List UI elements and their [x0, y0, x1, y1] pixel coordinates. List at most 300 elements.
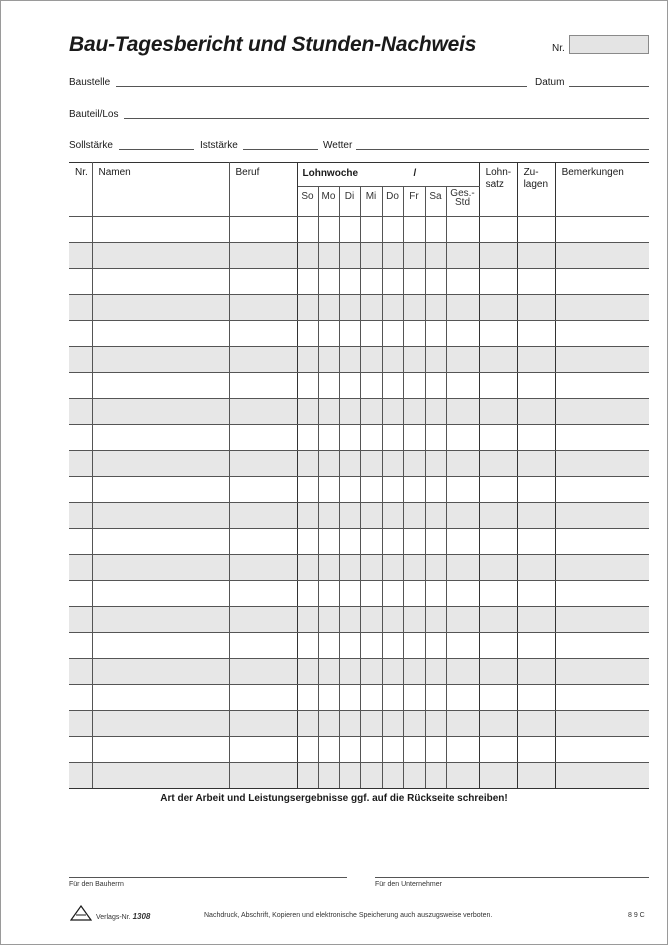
- table-cell[interactable]: [360, 477, 382, 503]
- table-cell[interactable]: [555, 633, 649, 659]
- table-cell[interactable]: [446, 295, 479, 321]
- table-cell[interactable]: [229, 451, 297, 477]
- table-cell[interactable]: [339, 529, 360, 555]
- table-cell[interactable]: [69, 425, 92, 451]
- table-cell[interactable]: [297, 659, 318, 685]
- table-cell[interactable]: [297, 451, 318, 477]
- table-cell[interactable]: [425, 607, 446, 633]
- table-cell[interactable]: [229, 763, 297, 789]
- table-cell[interactable]: [69, 451, 92, 477]
- table-cell[interactable]: [297, 373, 318, 399]
- table-cell[interactable]: [360, 217, 382, 243]
- table-cell[interactable]: [297, 399, 318, 425]
- table-cell[interactable]: [92, 763, 229, 789]
- table-cell[interactable]: [229, 685, 297, 711]
- table-cell[interactable]: [318, 295, 339, 321]
- table-cell[interactable]: [339, 581, 360, 607]
- table-cell[interactable]: [360, 581, 382, 607]
- table-cell[interactable]: [92, 529, 229, 555]
- table-cell[interactable]: [229, 295, 297, 321]
- table-cell[interactable]: [517, 529, 555, 555]
- table-cell[interactable]: [382, 685, 403, 711]
- table-cell[interactable]: [446, 737, 479, 763]
- table-cell[interactable]: [229, 659, 297, 685]
- table-cell[interactable]: [318, 581, 339, 607]
- table-cell[interactable]: [517, 737, 555, 763]
- table-cell[interactable]: [403, 581, 425, 607]
- table-cell[interactable]: [479, 451, 517, 477]
- table-cell[interactable]: [69, 269, 92, 295]
- table-cell[interactable]: [403, 503, 425, 529]
- table-cell[interactable]: [318, 373, 339, 399]
- table-cell[interactable]: [339, 243, 360, 269]
- table-cell[interactable]: [555, 347, 649, 373]
- wetter-field[interactable]: [356, 149, 649, 150]
- table-cell[interactable]: [555, 373, 649, 399]
- table-cell[interactable]: [339, 685, 360, 711]
- table-cell[interactable]: [382, 659, 403, 685]
- table-cell[interactable]: [339, 217, 360, 243]
- table-cell[interactable]: [517, 555, 555, 581]
- table-cell[interactable]: [297, 555, 318, 581]
- table-cell[interactable]: [403, 685, 425, 711]
- table-cell[interactable]: [318, 711, 339, 737]
- table-cell[interactable]: [446, 711, 479, 737]
- table-cell[interactable]: [229, 217, 297, 243]
- table-cell[interactable]: [360, 763, 382, 789]
- table-cell[interactable]: [229, 711, 297, 737]
- table-cell[interactable]: [382, 373, 403, 399]
- table-cell[interactable]: [297, 685, 318, 711]
- table-cell[interactable]: [403, 217, 425, 243]
- table-cell[interactable]: [517, 269, 555, 295]
- table-cell[interactable]: [517, 243, 555, 269]
- table-cell[interactable]: [425, 711, 446, 737]
- table-cell[interactable]: [229, 399, 297, 425]
- table-cell[interactable]: [360, 607, 382, 633]
- table-cell[interactable]: [318, 555, 339, 581]
- table-cell[interactable]: [425, 529, 446, 555]
- table-cell[interactable]: [425, 269, 446, 295]
- table-cell[interactable]: [425, 321, 446, 347]
- table-cell[interactable]: [297, 425, 318, 451]
- table-cell[interactable]: [69, 685, 92, 711]
- table-cell[interactable]: [92, 581, 229, 607]
- table-cell[interactable]: [479, 555, 517, 581]
- table-cell[interactable]: [479, 503, 517, 529]
- table-cell[interactable]: [479, 243, 517, 269]
- table-cell[interactable]: [517, 295, 555, 321]
- table-cell[interactable]: [382, 633, 403, 659]
- table-cell[interactable]: [403, 763, 425, 789]
- table-cell[interactable]: [425, 503, 446, 529]
- table-cell[interactable]: [382, 529, 403, 555]
- table-cell[interactable]: [382, 217, 403, 243]
- table-cell[interactable]: [92, 607, 229, 633]
- table-cell[interactable]: [446, 347, 479, 373]
- table-cell[interactable]: [297, 321, 318, 347]
- table-cell[interactable]: [69, 711, 92, 737]
- table-cell[interactable]: [425, 685, 446, 711]
- table-cell[interactable]: [382, 295, 403, 321]
- table-cell[interactable]: [318, 607, 339, 633]
- table-cell[interactable]: [446, 607, 479, 633]
- table-cell[interactable]: [297, 269, 318, 295]
- table-cell[interactable]: [425, 763, 446, 789]
- table-cell[interactable]: [318, 347, 339, 373]
- table-cell[interactable]: [92, 451, 229, 477]
- table-cell[interactable]: [92, 503, 229, 529]
- table-cell[interactable]: [360, 659, 382, 685]
- table-cell[interactable]: [446, 217, 479, 243]
- table-cell[interactable]: [297, 607, 318, 633]
- table-cell[interactable]: [425, 347, 446, 373]
- table-cell[interactable]: [446, 425, 479, 451]
- table-cell[interactable]: [479, 425, 517, 451]
- table-cell[interactable]: [517, 659, 555, 685]
- table-cell[interactable]: [479, 711, 517, 737]
- table-cell[interactable]: [297, 243, 318, 269]
- table-cell[interactable]: [318, 451, 339, 477]
- table-cell[interactable]: [425, 737, 446, 763]
- table-cell[interactable]: [318, 217, 339, 243]
- table-cell[interactable]: [92, 347, 229, 373]
- table-cell[interactable]: [360, 555, 382, 581]
- table-cell[interactable]: [425, 295, 446, 321]
- table-cell[interactable]: [446, 321, 479, 347]
- table-cell[interactable]: [517, 373, 555, 399]
- table-cell[interactable]: [479, 685, 517, 711]
- table-cell[interactable]: [339, 763, 360, 789]
- table-cell[interactable]: [382, 607, 403, 633]
- table-cell[interactable]: [425, 217, 446, 243]
- table-cell[interactable]: [555, 399, 649, 425]
- table-cell[interactable]: [403, 399, 425, 425]
- table-cell[interactable]: [297, 737, 318, 763]
- table-cell[interactable]: [229, 425, 297, 451]
- table-cell[interactable]: [479, 477, 517, 503]
- table-cell[interactable]: [339, 607, 360, 633]
- table-cell[interactable]: [446, 503, 479, 529]
- table-cell[interactable]: [446, 633, 479, 659]
- table-cell[interactable]: [339, 633, 360, 659]
- table-cell[interactable]: [360, 737, 382, 763]
- table-cell[interactable]: [555, 425, 649, 451]
- table-cell[interactable]: [92, 425, 229, 451]
- table-cell[interactable]: [69, 347, 92, 373]
- table-cell[interactable]: [360, 269, 382, 295]
- table-cell[interactable]: [92, 399, 229, 425]
- table-cell[interactable]: [555, 243, 649, 269]
- table-cell[interactable]: [382, 243, 403, 269]
- table-cell[interactable]: [382, 347, 403, 373]
- unternehmer-signature-line[interactable]: [375, 877, 649, 878]
- table-cell[interactable]: [339, 503, 360, 529]
- table-cell[interactable]: [92, 711, 229, 737]
- table-cell[interactable]: [446, 659, 479, 685]
- table-cell[interactable]: [69, 633, 92, 659]
- table-cell[interactable]: [555, 711, 649, 737]
- table-cell[interactable]: [229, 269, 297, 295]
- table-cell[interactable]: [517, 711, 555, 737]
- table-cell[interactable]: [446, 555, 479, 581]
- table-cell[interactable]: [297, 763, 318, 789]
- sollstaerke-field[interactable]: [119, 149, 194, 150]
- table-cell[interactable]: [382, 451, 403, 477]
- table-cell[interactable]: [339, 659, 360, 685]
- table-cell[interactable]: [479, 347, 517, 373]
- table-cell[interactable]: [339, 451, 360, 477]
- table-cell[interactable]: [446, 243, 479, 269]
- table-cell[interactable]: [446, 685, 479, 711]
- table-cell[interactable]: [339, 321, 360, 347]
- table-cell[interactable]: [517, 347, 555, 373]
- table-cell[interactable]: [69, 503, 92, 529]
- table-cell[interactable]: [360, 295, 382, 321]
- table-cell[interactable]: [92, 477, 229, 503]
- table-cell[interactable]: [229, 737, 297, 763]
- table-cell[interactable]: [479, 399, 517, 425]
- table-cell[interactable]: [555, 659, 649, 685]
- table-cell[interactable]: [555, 321, 649, 347]
- table-cell[interactable]: [517, 477, 555, 503]
- table-cell[interactable]: [425, 581, 446, 607]
- table-cell[interactable]: [92, 633, 229, 659]
- table-cell[interactable]: [360, 503, 382, 529]
- table-cell[interactable]: [403, 477, 425, 503]
- table-cell[interactable]: [297, 477, 318, 503]
- iststaerke-field[interactable]: [243, 149, 318, 150]
- table-cell[interactable]: [69, 399, 92, 425]
- table-cell[interactable]: [403, 737, 425, 763]
- table-cell[interactable]: [479, 321, 517, 347]
- table-cell[interactable]: [425, 555, 446, 581]
- table-cell[interactable]: [229, 477, 297, 503]
- table-cell[interactable]: [555, 607, 649, 633]
- table-cell[interactable]: [555, 763, 649, 789]
- table-cell[interactable]: [517, 581, 555, 607]
- table-cell[interactable]: [403, 295, 425, 321]
- table-cell[interactable]: [339, 711, 360, 737]
- table-cell[interactable]: [479, 659, 517, 685]
- table-cell[interactable]: [446, 477, 479, 503]
- table-cell[interactable]: [403, 243, 425, 269]
- table-cell[interactable]: [339, 399, 360, 425]
- table-cell[interactable]: [555, 503, 649, 529]
- table-cell[interactable]: [318, 425, 339, 451]
- table-cell[interactable]: [403, 321, 425, 347]
- table-cell[interactable]: [360, 347, 382, 373]
- table-cell[interactable]: [69, 373, 92, 399]
- table-cell[interactable]: [446, 581, 479, 607]
- table-cell[interactable]: [446, 451, 479, 477]
- table-cell[interactable]: [382, 711, 403, 737]
- bauteil-field[interactable]: [124, 118, 649, 119]
- table-cell[interactable]: [297, 633, 318, 659]
- table-cell[interactable]: [360, 399, 382, 425]
- table-cell[interactable]: [479, 295, 517, 321]
- table-cell[interactable]: [69, 555, 92, 581]
- table-cell[interactable]: [425, 243, 446, 269]
- datum-field[interactable]: [569, 86, 649, 87]
- table-cell[interactable]: [229, 373, 297, 399]
- table-cell[interactable]: [229, 529, 297, 555]
- table-cell[interactable]: [339, 737, 360, 763]
- table-cell[interactable]: [555, 529, 649, 555]
- table-cell[interactable]: [229, 607, 297, 633]
- table-cell[interactable]: [92, 373, 229, 399]
- table-cell[interactable]: [297, 711, 318, 737]
- table-cell[interactable]: [517, 399, 555, 425]
- table-cell[interactable]: [92, 659, 229, 685]
- baustelle-field[interactable]: [116, 86, 527, 87]
- table-cell[interactable]: [92, 737, 229, 763]
- table-cell[interactable]: [339, 347, 360, 373]
- table-cell[interactable]: [69, 295, 92, 321]
- table-cell[interactable]: [92, 321, 229, 347]
- table-cell[interactable]: [92, 269, 229, 295]
- table-cell[interactable]: [339, 373, 360, 399]
- table-cell[interactable]: [318, 321, 339, 347]
- table-cell[interactable]: [425, 477, 446, 503]
- table-cell[interactable]: [229, 243, 297, 269]
- table-cell[interactable]: [360, 633, 382, 659]
- table-cell[interactable]: [318, 529, 339, 555]
- table-cell[interactable]: [479, 529, 517, 555]
- table-cell[interactable]: [425, 373, 446, 399]
- table-cell[interactable]: [425, 659, 446, 685]
- table-cell[interactable]: [318, 399, 339, 425]
- table-cell[interactable]: [403, 529, 425, 555]
- table-cell[interactable]: [479, 373, 517, 399]
- table-cell[interactable]: [479, 581, 517, 607]
- table-cell[interactable]: [229, 347, 297, 373]
- table-cell[interactable]: [403, 269, 425, 295]
- table-cell[interactable]: [382, 763, 403, 789]
- table-cell[interactable]: [69, 477, 92, 503]
- table-cell[interactable]: [517, 217, 555, 243]
- table-cell[interactable]: [517, 321, 555, 347]
- table-cell[interactable]: [555, 737, 649, 763]
- table-cell[interactable]: [318, 659, 339, 685]
- table-cell[interactable]: [555, 685, 649, 711]
- table-cell[interactable]: [318, 503, 339, 529]
- table-cell[interactable]: [403, 555, 425, 581]
- table-cell[interactable]: [403, 711, 425, 737]
- table-cell[interactable]: [479, 607, 517, 633]
- table-cell[interactable]: [479, 269, 517, 295]
- table-cell[interactable]: [382, 425, 403, 451]
- table-cell[interactable]: [360, 685, 382, 711]
- table-cell[interactable]: [382, 581, 403, 607]
- table-cell[interactable]: [339, 295, 360, 321]
- table-cell[interactable]: [318, 685, 339, 711]
- table-cell[interactable]: [297, 295, 318, 321]
- table-cell[interactable]: [403, 451, 425, 477]
- table-cell[interactable]: [360, 451, 382, 477]
- nr-field[interactable]: [569, 35, 649, 54]
- table-cell[interactable]: [360, 425, 382, 451]
- table-cell[interactable]: [360, 711, 382, 737]
- table-cell[interactable]: [318, 633, 339, 659]
- table-cell[interactable]: [297, 503, 318, 529]
- table-cell[interactable]: [92, 243, 229, 269]
- table-cell[interactable]: [92, 295, 229, 321]
- table-cell[interactable]: [446, 399, 479, 425]
- table-cell[interactable]: [382, 737, 403, 763]
- table-cell[interactable]: [360, 321, 382, 347]
- table-cell[interactable]: [318, 243, 339, 269]
- table-cell[interactable]: [555, 477, 649, 503]
- table-cell[interactable]: [69, 321, 92, 347]
- table-cell[interactable]: [403, 373, 425, 399]
- table-cell[interactable]: [229, 503, 297, 529]
- table-cell[interactable]: [446, 269, 479, 295]
- table-cell[interactable]: [69, 607, 92, 633]
- table-cell[interactable]: [382, 555, 403, 581]
- table-cell[interactable]: [555, 451, 649, 477]
- table-cell[interactable]: [446, 373, 479, 399]
- table-cell[interactable]: [555, 555, 649, 581]
- table-cell[interactable]: [403, 347, 425, 373]
- table-cell[interactable]: [479, 737, 517, 763]
- table-cell[interactable]: [339, 425, 360, 451]
- table-cell[interactable]: [517, 685, 555, 711]
- table-cell[interactable]: [517, 633, 555, 659]
- table-cell[interactable]: [382, 477, 403, 503]
- table-cell[interactable]: [318, 269, 339, 295]
- table-cell[interactable]: [69, 659, 92, 685]
- table-cell[interactable]: [555, 581, 649, 607]
- table-cell[interactable]: [318, 763, 339, 789]
- table-cell[interactable]: [339, 477, 360, 503]
- table-cell[interactable]: [92, 555, 229, 581]
- table-cell[interactable]: [92, 217, 229, 243]
- table-cell[interactable]: [446, 763, 479, 789]
- table-cell[interactable]: [69, 763, 92, 789]
- table-cell[interactable]: [229, 581, 297, 607]
- table-cell[interactable]: [69, 243, 92, 269]
- table-cell[interactable]: [479, 217, 517, 243]
- table-cell[interactable]: [339, 269, 360, 295]
- table-cell[interactable]: [229, 555, 297, 581]
- table-cell[interactable]: [517, 763, 555, 789]
- table-cell[interactable]: [318, 737, 339, 763]
- table-cell[interactable]: [69, 581, 92, 607]
- table-cell[interactable]: [446, 529, 479, 555]
- table-cell[interactable]: [555, 269, 649, 295]
- table-cell[interactable]: [382, 321, 403, 347]
- table-cell[interactable]: [403, 659, 425, 685]
- table-cell[interactable]: [382, 503, 403, 529]
- table-cell[interactable]: [403, 425, 425, 451]
- table-cell[interactable]: [517, 451, 555, 477]
- table-cell[interactable]: [297, 347, 318, 373]
- table-cell[interactable]: [297, 217, 318, 243]
- table-cell[interactable]: [382, 399, 403, 425]
- table-cell[interactable]: [69, 529, 92, 555]
- table-cell[interactable]: [92, 685, 229, 711]
- table-cell[interactable]: [425, 399, 446, 425]
- table-cell[interactable]: [479, 633, 517, 659]
- table-cell[interactable]: [229, 633, 297, 659]
- table-cell[interactable]: [425, 633, 446, 659]
- table-cell[interactable]: [297, 581, 318, 607]
- table-cell[interactable]: [555, 295, 649, 321]
- table-cell[interactable]: [69, 737, 92, 763]
- table-cell[interactable]: [425, 425, 446, 451]
- table-cell[interactable]: [517, 425, 555, 451]
